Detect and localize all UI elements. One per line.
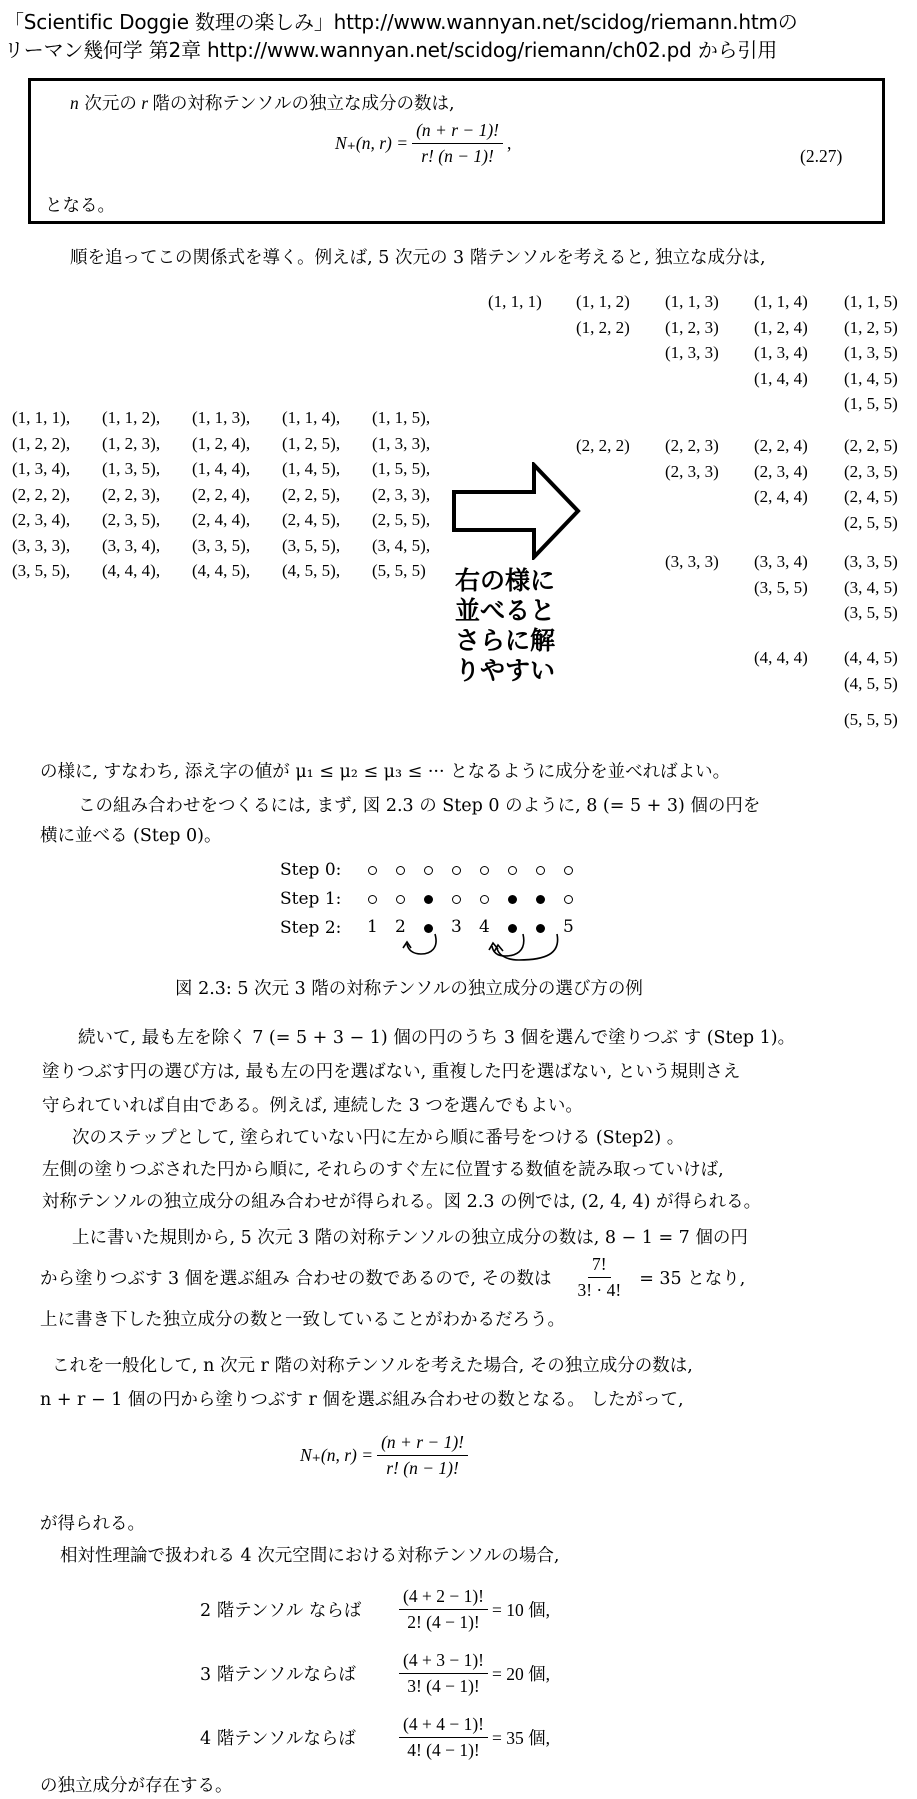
general-line-1: これを一般化して, n 次元 r 階の対称テンソルを考えた場合, その独立成分の数は, xyxy=(52,1356,693,1376)
source-line-1: 「Scientific Doggie 数理の楽しみ」http://www.wannyan.net/scidog/riemann.htmの xyxy=(4,10,798,34)
right-tuple: (3, 5, 5) xyxy=(844,603,898,622)
step-0-circle xyxy=(564,866,573,875)
left-tuple: (3, 3, 3), xyxy=(12,535,71,555)
step-2-number: 5 xyxy=(563,917,574,937)
general-formula: N₊(n, r) = $\frac{(n + r - 1)!}{r! (n - 1)!}$ xyxy=(300,1432,472,1479)
right-tuple: (1, 1, 4) xyxy=(754,292,808,311)
box-closing: となる。 xyxy=(45,196,115,216)
step-1-filled-circle xyxy=(424,895,433,904)
relativity-row xyxy=(200,1586,550,1633)
body2-line-1: 上に書いた規則から, 5 次元 3 階の対称テンソルの独立成分の数は, 8 − 1 = 7 個の円 xyxy=(72,1228,748,1248)
right-tuple: (1, 1, 3) xyxy=(665,292,719,311)
formula-tail: , xyxy=(506,133,512,153)
right-tuple: (1, 3, 4) xyxy=(754,343,808,362)
formula-fraction xyxy=(412,120,503,167)
right-tuple: (2, 3, 4) xyxy=(754,461,808,481)
right-tuple: (2, 3, 5) xyxy=(844,461,898,481)
left-tuple: (5, 5, 5) xyxy=(372,561,426,580)
left-tuple: (1, 1, 4), xyxy=(282,408,341,427)
step-1-filled-circle xyxy=(536,895,545,904)
right-tuple: (1, 4, 5) xyxy=(844,368,898,388)
relativity-numerator: (4 + 4 − 1)! xyxy=(399,1714,488,1738)
right-tuple: (3, 3, 5) xyxy=(844,552,898,571)
left-tuple: (1, 4, 4), xyxy=(192,459,251,478)
right-tuple: (2, 2, 2) xyxy=(576,436,630,455)
right-tuple: (3, 5, 5) xyxy=(754,577,808,597)
body1-line-5: 左側の塗りつぶされた円から順に, それらのすぐ左に位置する数値を読み取っていけば, xyxy=(42,1160,724,1180)
right-tuple: (2, 2, 5) xyxy=(844,436,898,455)
left-tuple: (1, 3, 3), xyxy=(372,433,431,453)
general-line-2: n + r − 1 個の円から塗りつぶす r 個を選ぶ組み合わせの数となる。 したがって, xyxy=(40,1390,684,1410)
arrow-label: 右の様に 並べると さらに解 りやすい xyxy=(455,566,556,685)
step-2-number: 4 xyxy=(479,917,490,937)
relativity-fraction xyxy=(399,1586,488,1633)
count-fraction: $\frac{7!}{3! \cdot 4!}$ xyxy=(577,1254,622,1300)
relativity-closing: の独立成分が存在する。 xyxy=(40,1776,233,1796)
body2-line-3: 上に書き下した独立成分の数と一致していることがわかるだろう。 xyxy=(40,1310,565,1330)
left-tuple: (2, 3, 4), xyxy=(12,510,71,529)
step-2-arrows-icon xyxy=(395,924,575,964)
left-tuple: (3, 5, 5), xyxy=(12,561,71,580)
body2-line-2: から塗りつぶす 3 個を選ぶ組み 合わせの数であるので, その数は $\frac{7!}{3! \cdot 4!}$ = 35 となり, xyxy=(40,1254,746,1300)
left-tuple: (2, 4, 4), xyxy=(192,510,251,529)
step-0-circle xyxy=(452,866,461,875)
formula-227 xyxy=(335,120,511,167)
step-1-circle xyxy=(480,895,489,904)
body1-line-1: 続いて, 最も左を除く 7 (= 5 + 3 − 1) 個の円のうち 3 個を選んで塗りつぶ す (Step 1)。 xyxy=(78,1028,796,1048)
ordering-text: の様に, すなわち, 添え字の値が μ₁ ≤ μ₂ ≤ μ₃ ≤ ··· となるように成分を並べればよい。 xyxy=(40,762,731,782)
right-tuple: (1, 5, 5) xyxy=(844,394,898,413)
body1-line-2: 塗りつぶす円の選び方は, 最も左の円を選ばない, 重複した円を選ばない, という規則さえ xyxy=(42,1062,741,1082)
relativity-result: = 20 個, xyxy=(491,1664,550,1684)
general-after: が得られる。 xyxy=(40,1514,145,1534)
formula-denominator: r! (n − 1)! xyxy=(421,146,494,166)
step-1-filled-circle xyxy=(508,895,517,904)
left-tuple: (3, 5, 5), xyxy=(282,535,341,555)
left-tuple: (2, 2, 3), xyxy=(102,484,161,504)
relativity-fraction xyxy=(399,1714,488,1761)
formula-lhs: N₊(n, r) = xyxy=(335,133,409,153)
relativity-result: = 10 個, xyxy=(491,1600,550,1620)
right-tuple: (1, 1, 1) xyxy=(488,292,542,311)
right-tuple: (3, 4, 5) xyxy=(844,577,898,597)
step-1-circle xyxy=(368,895,377,904)
right-tuple: (2, 2, 3) xyxy=(665,436,719,455)
right-tuple: (2, 4, 5) xyxy=(844,487,898,506)
left-tuple: (4, 4, 5), xyxy=(192,561,251,580)
right-tuple: (4, 5, 5) xyxy=(844,673,898,693)
left-tuple: (1, 4, 5), xyxy=(282,459,341,478)
step-0-label: Step 0: xyxy=(280,860,342,880)
right-tuple: (2, 3, 3) xyxy=(665,461,719,481)
intro-text: 順を追ってこの関係式を導く。例えば, 5 次元の 3 階テンソルを考えると, 独立な成分は, xyxy=(70,248,766,268)
right-tuple: (4, 4, 5) xyxy=(844,648,898,667)
step-0-circle xyxy=(508,866,517,875)
left-tuple: (1, 1, 5), xyxy=(372,408,431,427)
relativity-row-label: 4 階テンソルならば xyxy=(200,1729,356,1749)
left-tuple: (2, 3, 5), xyxy=(102,510,161,529)
circles-text-2: 横に並べる (Step 0)。 xyxy=(40,826,222,846)
left-tuple: (2, 3, 3), xyxy=(372,484,431,504)
relativity-fraction xyxy=(399,1650,488,1697)
step-1-circle xyxy=(396,895,405,904)
relativity-row-label: 2 階テンソル ならば xyxy=(200,1601,362,1621)
step-2-number: 2 xyxy=(395,917,406,937)
relativity-row xyxy=(200,1714,550,1761)
relativity-row-label: 3 階テンソルならば xyxy=(200,1665,356,1685)
left-tuple: (1, 1, 1), xyxy=(12,408,71,427)
right-tuple: (4, 4, 4) xyxy=(754,648,808,667)
circles-text-1: この組み合わせをつくるには, まず, 図 2.3 の Step 0 のように, 8 (= 5 + 3) 個の円を xyxy=(78,796,761,816)
left-tuple: (3, 3, 4), xyxy=(102,535,161,555)
source-line-2: リーマン幾何学 第2章 http://www.wannyan.net/scidog/riemann/ch02.pd から引用 xyxy=(4,38,778,62)
right-tuple: (1, 1, 5) xyxy=(844,292,898,311)
relativity-result: = 35 個, xyxy=(491,1728,550,1748)
step-0-circle xyxy=(536,866,545,875)
left-tuple: (3, 4, 5), xyxy=(372,535,431,555)
body1-line-4: 次のステップとして, 塗られていない円に左から順に番号をつける (Step2) 。 xyxy=(72,1128,685,1148)
right-tuple: (1, 2, 5) xyxy=(844,317,898,337)
body1-line-6: 対称テンソルの独立成分の組み合わせが得られる。図 2.3 の例では, (2, 4, 4) が得られる。 xyxy=(42,1192,762,1212)
left-tuple: (2, 2, 4), xyxy=(192,484,251,504)
right-tuple: (1, 3, 3) xyxy=(665,343,719,362)
right-tuple: (1, 1, 2) xyxy=(576,292,630,311)
right-tuple: (2, 2, 4) xyxy=(754,436,808,455)
right-tuple: (2, 5, 5) xyxy=(844,512,898,532)
left-tuple: (2, 5, 5), xyxy=(372,510,431,529)
left-tuple: (1, 1, 2), xyxy=(102,408,161,427)
step-2-number: 3 xyxy=(451,917,462,937)
right-tuple: (3, 3, 3) xyxy=(665,552,719,571)
left-tuple: (1, 5, 5), xyxy=(372,459,431,478)
step-1-circle xyxy=(564,895,573,904)
left-tuple: (4, 4, 4), xyxy=(102,561,161,580)
left-tuple: (1, 3, 5), xyxy=(102,459,161,478)
left-tuple: (1, 2, 3), xyxy=(102,433,161,453)
right-tuple: (1, 2, 4) xyxy=(754,317,808,337)
right-tuple: (5, 5, 5) xyxy=(844,710,898,729)
relativity-numerator: (4 + 2 − 1)! xyxy=(399,1586,488,1610)
body1-line-3: 守られていれば自由である。例えば, 連続した 3 つを選んでもよい。 xyxy=(42,1096,583,1116)
step-0-circle xyxy=(368,866,377,875)
figure-caption: 図 2.3: 5 次元 3 階の対称テンソルの独立成分の選び方の例 xyxy=(175,979,643,999)
relativity-denominator: 4! (4 − 1)! xyxy=(407,1740,480,1760)
right-tuple: (1, 4, 4) xyxy=(754,368,808,388)
relativity-numerator: (4 + 3 − 1)! xyxy=(399,1650,488,1674)
left-tuple: (1, 2, 2), xyxy=(12,433,71,453)
step-0-circle xyxy=(396,866,405,875)
right-tuple: (1, 2, 2) xyxy=(576,317,630,337)
left-tuple: (3, 3, 5), xyxy=(192,535,251,555)
step-2-number: 1 xyxy=(367,917,378,937)
step-0-circle xyxy=(424,866,433,875)
left-tuple: (2, 4, 5), xyxy=(282,510,341,529)
left-tuple: (1, 2, 5), xyxy=(282,433,341,453)
left-tuple: (1, 1, 3), xyxy=(192,408,251,427)
relativity-row xyxy=(200,1650,550,1697)
step-1-label: Step 1: xyxy=(280,889,342,909)
relativity-denominator: 2! (4 − 1)! xyxy=(407,1612,480,1632)
equation-number: (2.27) xyxy=(800,146,843,166)
left-tuple: (2, 2, 5), xyxy=(282,484,341,504)
right-tuple: (2, 4, 4) xyxy=(754,487,808,506)
formula-numerator: (n + r − 1)! xyxy=(412,120,503,144)
step-0-circle xyxy=(480,866,489,875)
relativity-denominator: 3! (4 − 1)! xyxy=(407,1676,480,1696)
left-tuple: (2, 2, 2), xyxy=(12,484,71,504)
right-tuple: (3, 3, 4) xyxy=(754,552,808,571)
left-tuple: (4, 5, 5), xyxy=(282,561,341,580)
right-tuple: (1, 3, 5) xyxy=(844,343,898,362)
left-tuple: (1, 2, 4), xyxy=(192,433,251,453)
step-1-circle xyxy=(452,895,461,904)
left-tuple: (1, 3, 4), xyxy=(12,459,71,478)
right-arrow-icon xyxy=(452,462,582,560)
right-tuple: (1, 2, 3) xyxy=(665,317,719,337)
relativity-intro: 相対性理論で扱われる 4 次元空間における対称テンソルの場合, xyxy=(60,1546,560,1566)
step-2-label: Step 2: xyxy=(280,918,342,938)
box-text: n 次元の r 階の対称テンソルの独立な成分の数は, xyxy=(70,93,455,114)
general-fraction: $\frac{(n + r - 1)!}{r! (n - 1)!}$ xyxy=(377,1432,468,1479)
